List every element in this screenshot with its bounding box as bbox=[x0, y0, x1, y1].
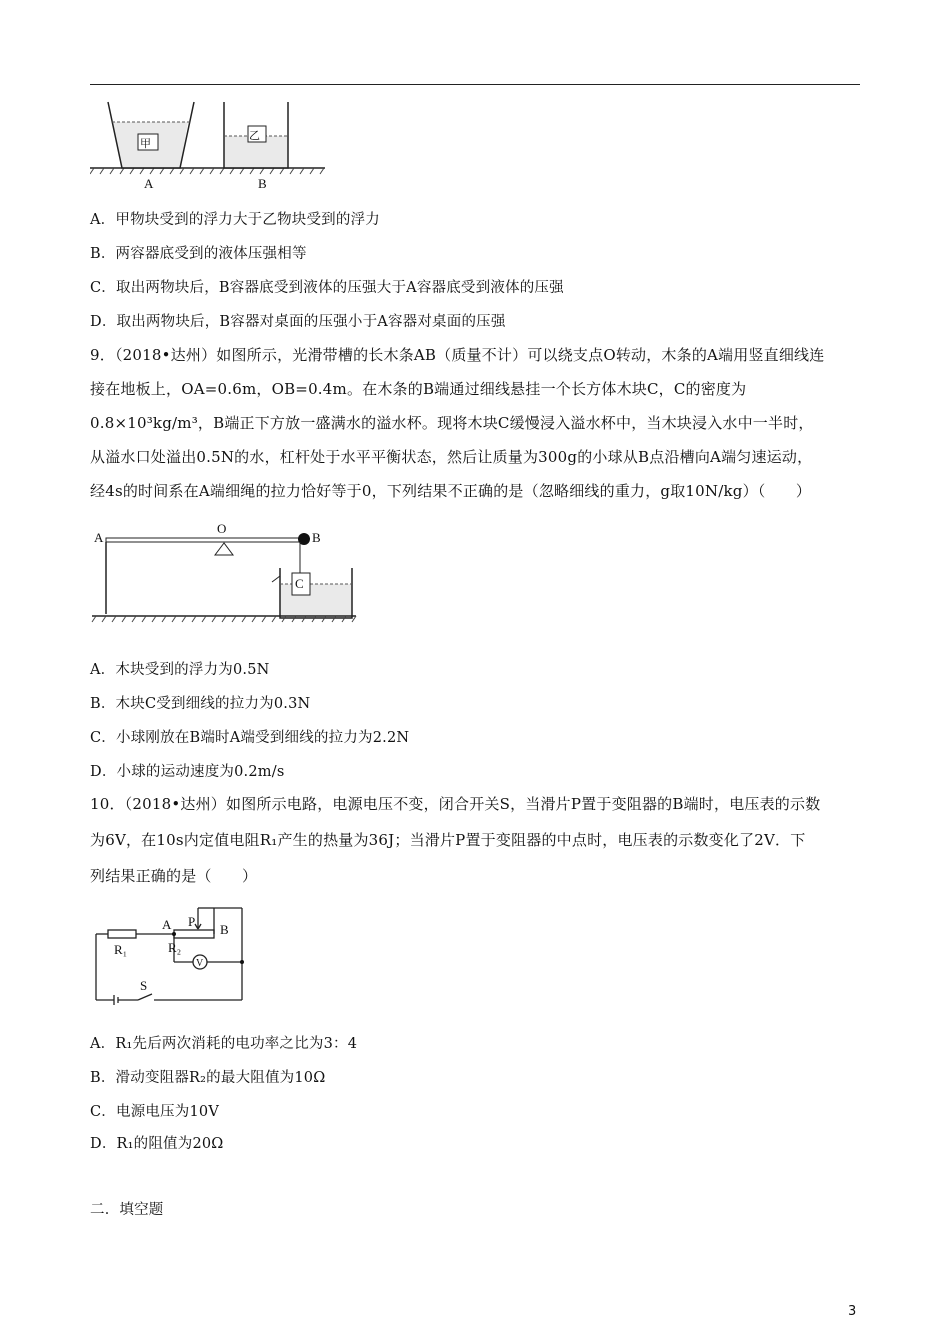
q8-option-a: A．甲物块受到的浮力大于乙物块受到的浮力 bbox=[90, 212, 380, 228]
q10-option-d: D．R₁的阻值为20Ω bbox=[90, 1136, 224, 1152]
q10-label-r1: R₁ bbox=[114, 942, 128, 957]
q9-label-c: C bbox=[295, 576, 304, 591]
q8-container-a-label: A bbox=[144, 176, 154, 191]
q9-option-c: C．小球刚放在B端时A端受到细线的拉力为2.2N bbox=[90, 730, 410, 746]
q8-block-jia-label: 甲 bbox=[140, 138, 151, 150]
q8-container-b-label: B bbox=[258, 176, 267, 191]
q10-label-v: V bbox=[196, 958, 204, 969]
q10-stem-line-1: 10．（2018•达州）如图所示电路，电源电压不变，闭合开关S，当滑片P置于变阻器的B端时，电压表的示数 bbox=[90, 795, 821, 813]
q10-option-a: A．R₁先后两次消耗的电功率之比为3：4 bbox=[90, 1036, 358, 1052]
q9-stem-line-2: 接在地板上，OA=0.6m，OB=0.4m。在木条的B端通过细线悬挂一个长方体木块C，C的密度为 bbox=[90, 380, 747, 398]
q9-figure-lever bbox=[90, 520, 360, 630]
q9-stem-line-3: 0.8×10³kg/m³，B端正下方放一盛满水的溢水杯。现将木块C缓慢浸入溢水杯中，当木块浸入水中一半时， bbox=[90, 414, 814, 432]
q8-figure-containers bbox=[90, 96, 330, 192]
q9-option-b: B．木块C受到细线的拉力为0.3N bbox=[90, 696, 311, 712]
q10-stem-line-2: 为6V，在10s内定值电阻R₁产生的热量为36J；当滑片P置于变阻器的中点时，电压表的示数变化了2V．下 bbox=[90, 831, 806, 849]
q10-label-s: S bbox=[140, 978, 148, 993]
q9-label-a: A bbox=[94, 530, 104, 545]
q10-label-a: A bbox=[162, 917, 172, 932]
q9-stem-line-5: 经4s的时间系在A端细绳的拉力恰好等于0，下列结果不正确的是（忽略细线的重力，g取10N/kg）（ ） bbox=[90, 482, 812, 500]
q10-label-r2: R₂ bbox=[168, 940, 182, 955]
header-rule bbox=[90, 84, 860, 85]
q8-block-yi-label: 乙 bbox=[249, 130, 260, 142]
q9-option-d: D．小球的运动速度为0.2m/s bbox=[90, 764, 285, 780]
section-heading-fill-in: 二．填空题 bbox=[90, 1202, 164, 1218]
q9-stem-line-1: 9．（2018•达州）如图所示，光滑带槽的长木条AB（质量不计）可以绕支点O转动，木条的A端用竖直细线连 bbox=[90, 346, 825, 364]
q10-label-p: P bbox=[188, 914, 196, 929]
q8-option-c: C．取出两物块后，B容器底受到液体的压强大于A容器底受到液体的压强 bbox=[90, 280, 564, 296]
page-number: 3 bbox=[848, 1304, 857, 1319]
q9-label-b: B bbox=[312, 530, 321, 545]
q8-option-b: B．两容器底受到的液体压强相等 bbox=[90, 246, 307, 262]
q9-label-o: O bbox=[217, 521, 227, 536]
q9-option-a: A．木块受到的浮力为0.5N bbox=[90, 662, 270, 678]
q10-option-c: C．电源电压为10V bbox=[90, 1104, 220, 1120]
q8-option-d: D．取出两物块后，B容器对桌面的压强小于A容器对桌面的压强 bbox=[90, 314, 506, 330]
q10-label-b: B bbox=[220, 922, 229, 937]
q9-stem-line-4: 从溢水口处溢出0.5N的水，杠杆处于水平平衡状态，然后让质量为300g的小球从B点沿槽向A端匀速运动， bbox=[90, 448, 813, 466]
q10-option-b: B．滑动变阻器R₂的最大阻值为10Ω bbox=[90, 1070, 326, 1086]
q10-figure-circuit bbox=[90, 902, 260, 1010]
q10-stem-line-3: 列结果正确的是（ ） bbox=[90, 867, 258, 885]
